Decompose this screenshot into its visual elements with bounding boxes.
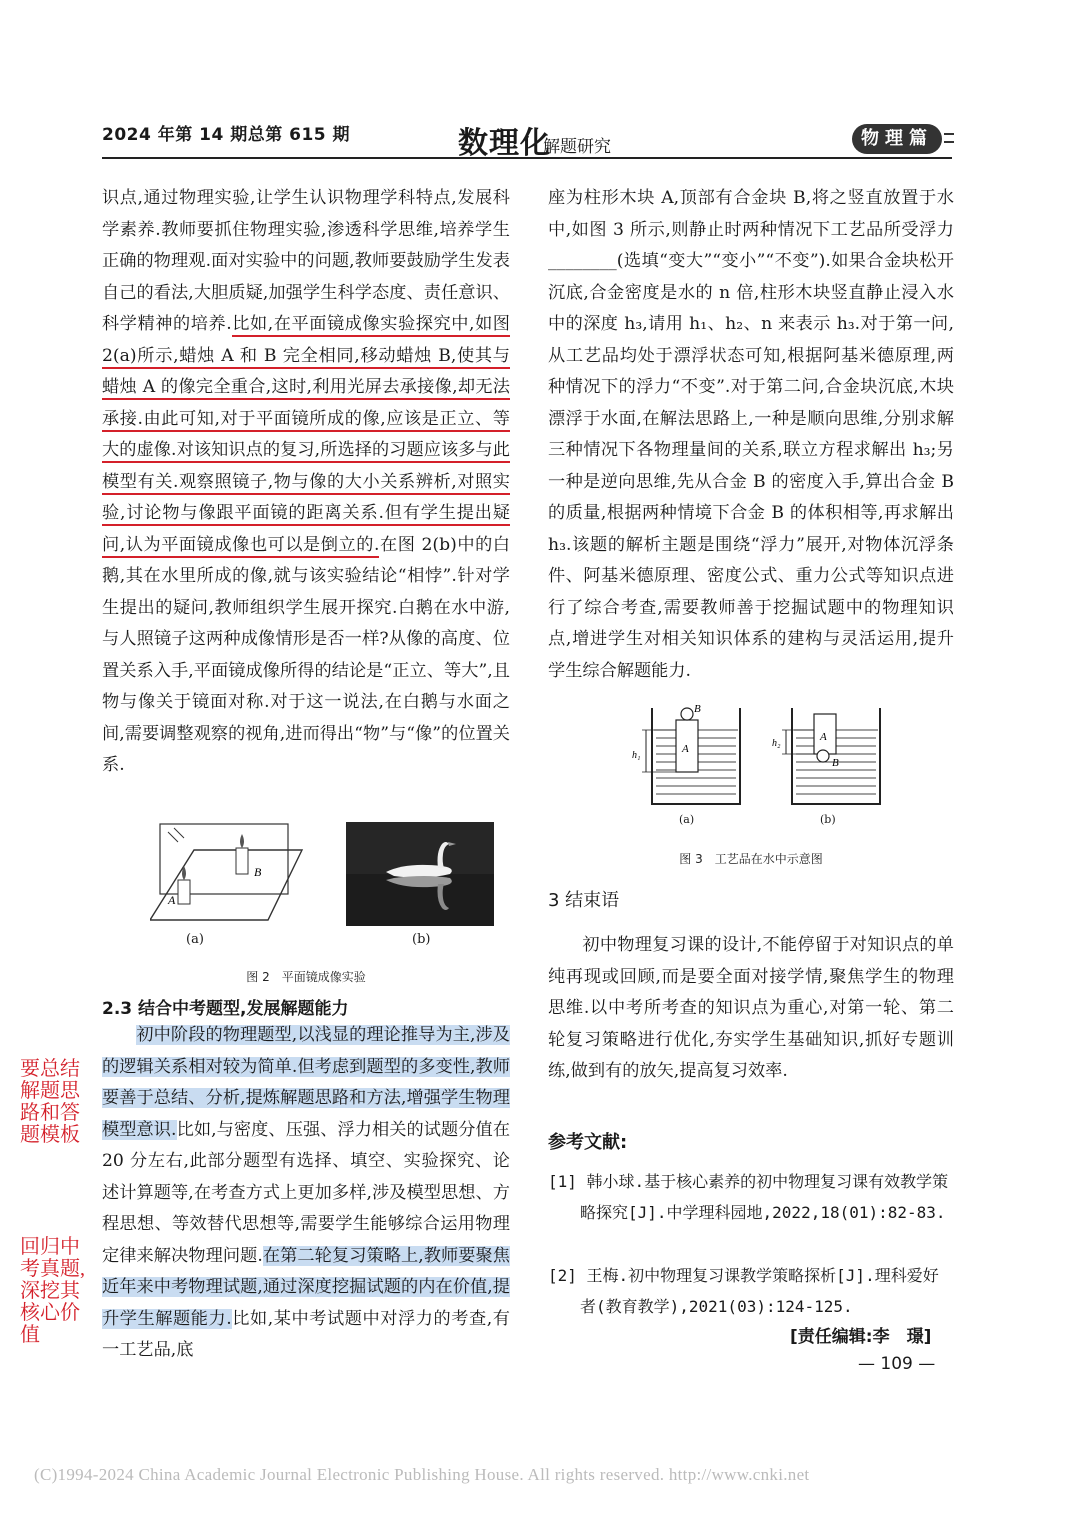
section-3-paragraph: 初中物理复习课的设计,不能停留于对知识点的单纯再现或回顾,而是要全面对接学情,聚焦学生的物理思维.以中考所考查的知识点为重心,对第一轮、第二轮复习策略进行优化,夯实学生基础知识,抓好专题训练,做到有的放矢,提高复习效率. — [548, 935, 954, 1081]
highlight-text-1: 初中阶段的物理题型,以浅显的理论推导为主,涉及的逻辑关系相对较为简单.但考虑到题型的多变性,教师要善于总结、分析,提炼解题思路和方法,增强学生物理模型意识. — [102, 1025, 510, 1140]
swan-photo — [346, 822, 494, 926]
candle-a-label: A — [168, 893, 176, 907]
intro-text-2: 在图 2(b)中的白鹅,其在水里所成的像,就与该实验结论“相悖”.针对学生提出的疑问,教师组织学生展开探究.白鹅在水中游,与人照镜子这两种成像情形是否一样?从像的高度、位置关系入手,平面镜成像所得的结论是“正立、等大”,且物与像关于镜面对称.对于这一说法,在白鹅与水面之间,需要调整观察的视角,进而得出“物”与“像”的位置关系. — [102, 534, 510, 775]
badge-decoration — [944, 133, 954, 143]
section-2-3-text-1: 比如,与密度、压强、浮力相关的试题分值在 20 分左右,此部分题型有选择、填空、实验探究、论述计算题等,在考查方式上更加多样,涉及模型思想、方程思想、等效替代思想等,需要学生能够综合运用物理定律来解决物理问题. — [102, 1119, 511, 1266]
section-2-3-paragraph — [102, 1020, 510, 1367]
section-3-body — [548, 930, 954, 1088]
intro-paragraph — [102, 183, 510, 782]
annotated-underline-text: 比如,在平面镜成像实验探究中,如图 2(a)所示,蜡烛 A 和 B 完全相同,移动蜡烛 B,使其与蜡烛 A 的像完全重合,这时,利用光屏去承接像,却无法承接.由此可知,对于平面镜所成的像,应该是正立、等大的虚像.对该知识点的复习,所选择的习题应该多与此模型有关.观察照镜子,物与像的大小关系辨析,对照实验,讨论物与像跟平面镜的距离关系.但有学生提出疑问,认为平面镜成像也可以是倒立的. — [102, 314, 510, 558]
figure3-caption: 图 3 工艺品在水中示意图 — [679, 852, 823, 866]
section-2-3-body — [102, 1020, 510, 1367]
page-number: — 109 — — [858, 1354, 936, 1374]
swan-image — [346, 822, 494, 926]
block-b-label-b: B — [832, 757, 839, 769]
h2-label: h₂ — [772, 738, 781, 749]
intro-text-1: 识点,通过物理实验,让学生认识物理学科特点,发展科学素养.教师要抓住物理实验,渗透科学思维,培养学生正确的物理观.面对实验中的问题,教师要鼓励学生发表自己的看法,大胆质疑,加强学生科学态度、责任意识、科学精神的培养. — [102, 188, 510, 334]
section-3-heading: 3 结束语 — [548, 890, 620, 911]
issue-info: 2024 年第 14 期总第 615 期 — [102, 125, 351, 145]
margin-note-1: 要总结解题思路和答题模板 — [20, 1058, 80, 1146]
reference-item-1: [1] 韩小球.基于核心素养的初中物理复习课有效教学策略探究[J].中学理科园地,2022,18(01):82-83. — [548, 1172, 949, 1222]
margin-note-2: 回归中考真题,深挖其核心价值 — [20, 1236, 85, 1346]
figure2-label-b: (b) — [412, 932, 431, 947]
section-badge: 物理篇 — [852, 124, 942, 154]
copyright-footer: (C)1994-2024 China Academic Journal Electronic Publishing House. All rights reserved. http://www.cnki.net — [34, 1465, 810, 1484]
figure3-label-a: (a) — [679, 813, 695, 826]
section-2-3-text-2: 比如,某中考试题中对浮力的考查,有一工艺品,底 — [102, 1308, 510, 1360]
block-a-label-b: A — [820, 731, 827, 743]
buoyancy-diagram — [620, 700, 900, 810]
right-column-text: 座为柱形木块 A,顶部有合金块 B,将之竖直放置于水中,如图 3 所示,则静止时两种情况下工艺品所受浮力________(选填“变大”“变小”“不变”).如果合金块松开沉底,合金密度是水的 n 倍,柱形木块竖直静止浸入水中的深度 h₃,请用 h₁、h₂、n 来表示 h₃.对于第一问,从工艺品均处于漂浮状态可知,根据阿基米德原理,两种情况下的浮力“不变”.对于第二问,合金块沉底,木块漂浮于水面,在解法思路上,一种是顺向思维,分别求解三种情况下各物理量间的关系,联立方程求解出 h₃;另一种是逆向思维,先从合金 B 的密度入手,算出合金 B 的质量,根据两种情境下合金 B 的体积相等,再求解出 h₃.该题的解析主题是围绕“浮力”展开,对物体沉浮条件、阿基米德原理、密度公式、重力公式等知识点进行了综合考查,需要教师善于挖掘试题中的物理知识点,增进学生对相关知识体系的建构与灵活运用,提升学生综合解题能力. — [548, 188, 954, 681]
figure2-diagram-a — [150, 822, 305, 932]
highlight-text-2: 在第二轮复习策略上,教师要聚焦近年来中考物理试题,通过深度挖掘试题的内在价值,提升学生解题能力. — [102, 1245, 510, 1329]
figure3-label-b: (b) — [820, 813, 836, 826]
mirror-experiment-diagram — [150, 822, 305, 932]
editor-credit: [责任编辑:李 璟] — [790, 1327, 932, 1347]
header-rule — [102, 157, 952, 159]
journal-brand: 数理化 — [458, 126, 551, 161]
journal-subtitle: 解题研究 — [543, 137, 611, 157]
figure3-diagram — [620, 700, 900, 810]
references-heading: 参考文献: — [548, 1132, 628, 1153]
figure2-label-a: (a) — [186, 932, 204, 947]
right-column-paragraph — [548, 183, 954, 687]
left-column — [102, 183, 510, 782]
block-a-label-a: A — [682, 743, 689, 755]
reference-item-2: [2] 王梅.初中物理复习课教学策略探析[J].理科爱好者(教育教学),2021(03):124-125. — [548, 1266, 939, 1316]
candle-b-label: B — [254, 865, 262, 879]
h1-label: h₁ — [632, 750, 641, 761]
block-b-label-a: B — [694, 703, 701, 715]
section-2-3-heading: 2.3 结合中考题型,发展解题能力 — [102, 999, 349, 1019]
figure2-caption: 图 2 平面镜成像实验 — [246, 970, 366, 984]
